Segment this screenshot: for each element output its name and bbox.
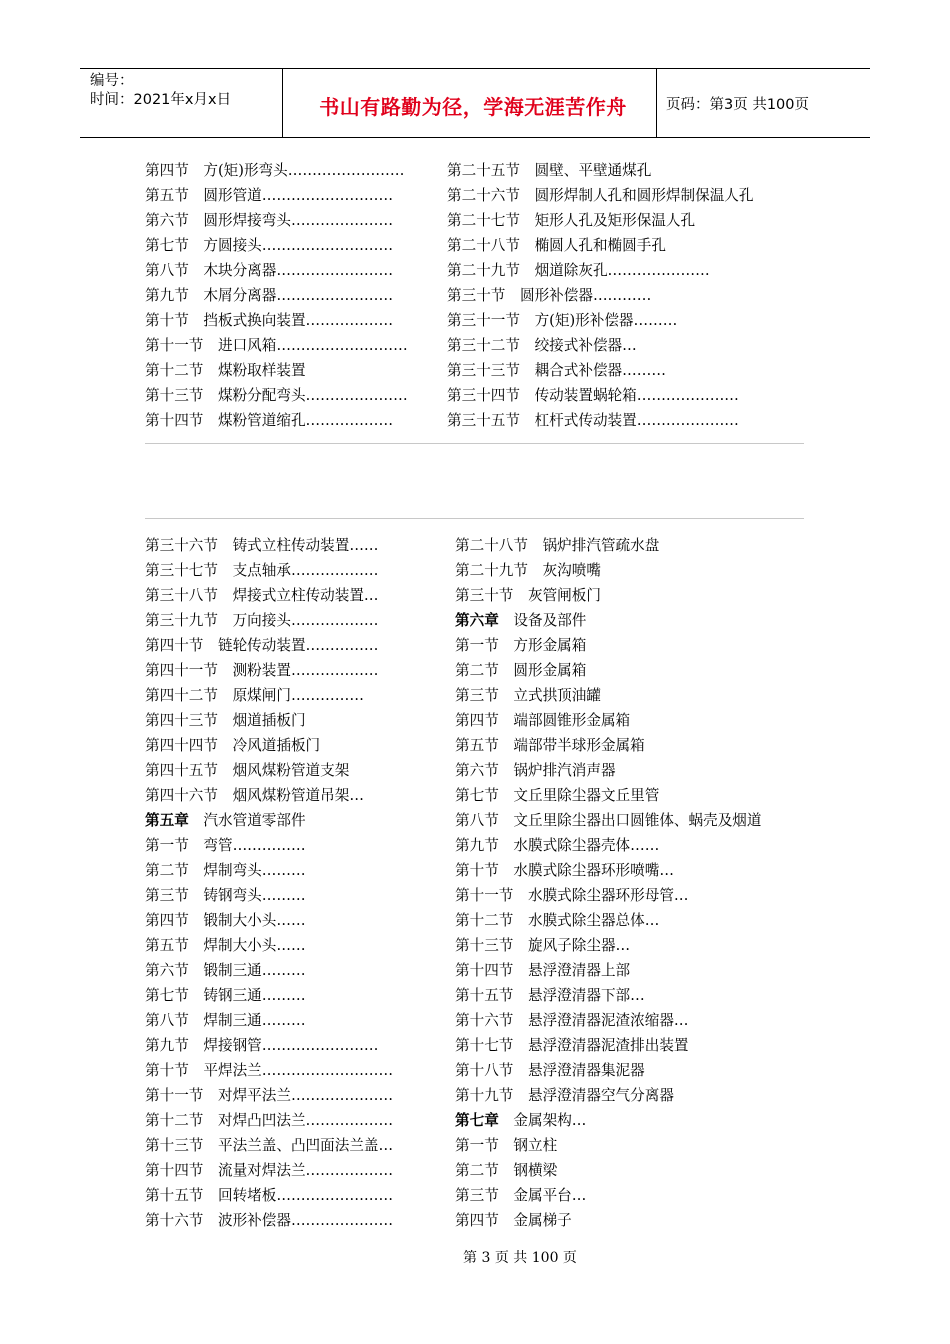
chapter-title: 设备及部件 (513, 612, 587, 629)
toc-entry: 第七节 方圆接头……………………… (145, 237, 394, 254)
toc-entry: 第三十五节 杠杆式传动装置………………… (447, 412, 739, 429)
toc-entry: 第十二节 水膜式除尘器总体… (455, 912, 660, 929)
toc-entry: 第三十节 圆形补偿器………… (447, 287, 652, 304)
toc-entry: 第二节 钢横梁 (455, 1162, 558, 1179)
toc-entry: 第九节 水膜式除尘器壳体…… (455, 837, 660, 854)
chapter-title: 金属架构… (513, 1112, 587, 1129)
toc-entry: 第三节 立式拱顶油罐 (455, 687, 601, 704)
toc-entry: 第三十节 灰管闸板门 (455, 587, 601, 604)
toc-entry: 第三十四节 传动装置蜗轮箱………………… (447, 387, 739, 404)
toc-entry: 第三十八节 焊接式立柱传动装置… (145, 587, 379, 604)
toc-entry: 第十三节 旋风子除尘器… (455, 937, 631, 954)
toc-entry: 第八节 焊制三通……… (145, 1012, 306, 1029)
toc-entry: 第一节 钢立柱 (455, 1137, 558, 1154)
toc-entry: 第十节 水膜式除尘器环形喷嘴… (455, 862, 674, 879)
chapter-gap (189, 812, 204, 829)
toc-bottom-right-column (455, 533, 761, 1233)
toc-entry: 第九节 焊接钢管…………………… (145, 1037, 379, 1054)
toc-entry: 第二节 圆形金属箱 (455, 662, 587, 679)
toc-entry: 第四节 金属梯子 (455, 1212, 572, 1229)
toc-entry: 第四十四节 冷风道插板门 (145, 737, 321, 754)
toc-entry: 第三十九节 万向接头……………… (145, 612, 379, 629)
toc-entry: 第四节 锻制大小头…… (145, 912, 306, 929)
toc-entry: 第十七节 悬浮澄清器泥渣排出装置 (455, 1037, 689, 1054)
toc-entry: 第一节 弯管…………… (145, 837, 306, 854)
toc-entry: 第十三节 煤粉分配弯头………………… (145, 387, 408, 404)
toc-entry: 第七节 文丘里除尘器文丘里管 (455, 787, 660, 804)
footer-page-number: 第 3 页 共 100 页 (463, 1250, 577, 1266)
toc-entry: 第四节 端部圆锥形金属箱 (455, 712, 631, 729)
page-header (80, 68, 870, 138)
toc-entry: 第十六节 波形补偿器………………… (145, 1212, 394, 1229)
header-divider (282, 69, 283, 137)
toc-entry: 第二十八节 椭圆人孔和椭圆手孔 (447, 237, 666, 254)
toc-entry: 第七节 铸钢三通……… (145, 987, 306, 1004)
toc-entry: 第一节 方形金属箱 (455, 637, 587, 654)
toc-entry: 第二十六节 圆形焊制人孔和圆形焊制保温人孔 (447, 187, 754, 204)
toc-entry: 第十一节 水膜式除尘器环形母管… (455, 887, 689, 904)
toc-entry: 第十四节 悬浮澄清器上部 (455, 962, 631, 979)
page-footer (0, 1247, 950, 1267)
toc-entry: 第五节 端部带半球形金属箱 (455, 737, 645, 754)
toc-entry: 第十八节 悬浮澄清器集泥器 (455, 1062, 645, 1079)
toc-entry: 第十二节 煤粉取样装置 (145, 362, 306, 379)
toc-entry: 第二十八节 锅炉排汽管疏水盘 (455, 537, 660, 554)
section-divider (145, 518, 804, 519)
toc-entry: 第五节 圆形管道……………………… (145, 187, 394, 204)
toc-entry: 第二十九节 灰沟喷嘴 (455, 562, 601, 579)
toc-entry: 第五节 焊制大小头…… (145, 937, 306, 954)
section-divider (145, 443, 804, 444)
toc-entry: 第八节 木块分离器…………………… (145, 262, 394, 279)
toc-entry: 第三十二节 绞接式补偿器… (447, 337, 637, 354)
toc-entry: 第十节 平焊法兰……………………… (145, 1062, 394, 1079)
toc-entry: 第二十七节 矩形人孔及矩形保温人孔 (447, 212, 696, 229)
toc-entry: 第十节 挡板式换向装置……………… (145, 312, 394, 329)
chapter-label: 第六章 (455, 612, 499, 629)
toc-entry: 第四节 方(矩)形弯头…………………… (145, 162, 405, 179)
toc-top-right-column (447, 158, 753, 433)
toc-entry: 第十六节 悬浮澄清器泥渣浓缩器… (455, 1012, 689, 1029)
toc-entry: 第六节 锅炉排汽消声器 (455, 762, 616, 779)
doc-number-label: 编号： (90, 73, 134, 89)
toc-entry: 第八节 文丘里除尘器出口圆锥体、蜗壳及烟道 (455, 812, 762, 829)
header-page-label: 页码：第3页 共100页 (666, 97, 810, 113)
header-motto: 书山有路勤为径，学海无涯苦作舟 (319, 95, 627, 119)
chapter-label: 第七章 (455, 1112, 499, 1129)
toc-entry: 第三节 铸钢弯头……… (145, 887, 306, 904)
toc-chapter-entry (145, 808, 393, 833)
toc-entry: 第四十节 链轮传动装置…………… (145, 637, 379, 654)
toc-entry: 第十四节 煤粉管道缩孔……………… (145, 412, 394, 429)
toc-chapter-entry (455, 1108, 761, 1133)
toc-entry: 第二节 焊制弯头……… (145, 862, 306, 879)
toc-entry: 第十五节 回转堵板…………………… (145, 1187, 394, 1204)
toc-entry: 第四十三节 烟道插板门 (145, 712, 306, 729)
toc-entry: 第四十二节 原煤闸门…………… (145, 687, 364, 704)
toc-entry: 第二十五节 圆壁、平壁通煤孔 (447, 162, 652, 179)
toc-bottom-left-column (145, 533, 393, 1233)
toc-entry: 第十三节 平法兰盖、凸凹面法兰盖… (145, 1137, 394, 1154)
chapter-label: 第五章 (145, 812, 189, 829)
toc-entry: 第十一节 进口风箱……………………… (145, 337, 408, 354)
toc-entry: 第三十六节 铸式立柱传动装置…… (145, 537, 379, 554)
chapter-gap (499, 1112, 514, 1129)
toc-entry: 第四十五节 烟风煤粉管道支架 (145, 762, 350, 779)
toc-entry: 第二十九节 烟道除灰孔………………… (447, 262, 710, 279)
toc-entry: 第三十七节 支点轴承……………… (145, 562, 379, 579)
toc-entry: 第十二节 对焊凸凹法兰……………… (145, 1112, 394, 1129)
toc-entry: 第十九节 悬浮澄清器空气分离器 (455, 1087, 674, 1104)
toc-entry: 第十五节 悬浮澄清器下部… (455, 987, 645, 1004)
chapter-title: 汽水管道零部件 (203, 812, 306, 829)
toc-entry: 第三节 金属平台… (455, 1187, 587, 1204)
doc-date-label: 时间：2021年x月x日 (90, 92, 232, 108)
toc-entry: 第四十六节 烟风煤粉管道吊架… (145, 787, 364, 804)
toc-entry: 第六节 圆形焊接弯头………………… (145, 212, 394, 229)
toc-top-left-column (145, 158, 408, 433)
toc-chapter-entry (455, 608, 761, 633)
chapter-gap (499, 612, 514, 629)
toc-entry: 第九节 木屑分离器…………………… (145, 287, 394, 304)
toc-entry: 第三十一节 方(矩)形补偿器……… (447, 312, 678, 329)
toc-entry: 第十一节 对焊平法兰………………… (145, 1087, 394, 1104)
toc-entry: 第三十三节 耦合式补偿器……… (447, 362, 666, 379)
toc-entry: 第六节 锻制三通……… (145, 962, 306, 979)
toc-entry: 第四十一节 测粉装置……………… (145, 662, 379, 679)
toc-entry: 第十四节 流量对焊法兰……………… (145, 1162, 394, 1179)
header-meta (90, 72, 231, 110)
